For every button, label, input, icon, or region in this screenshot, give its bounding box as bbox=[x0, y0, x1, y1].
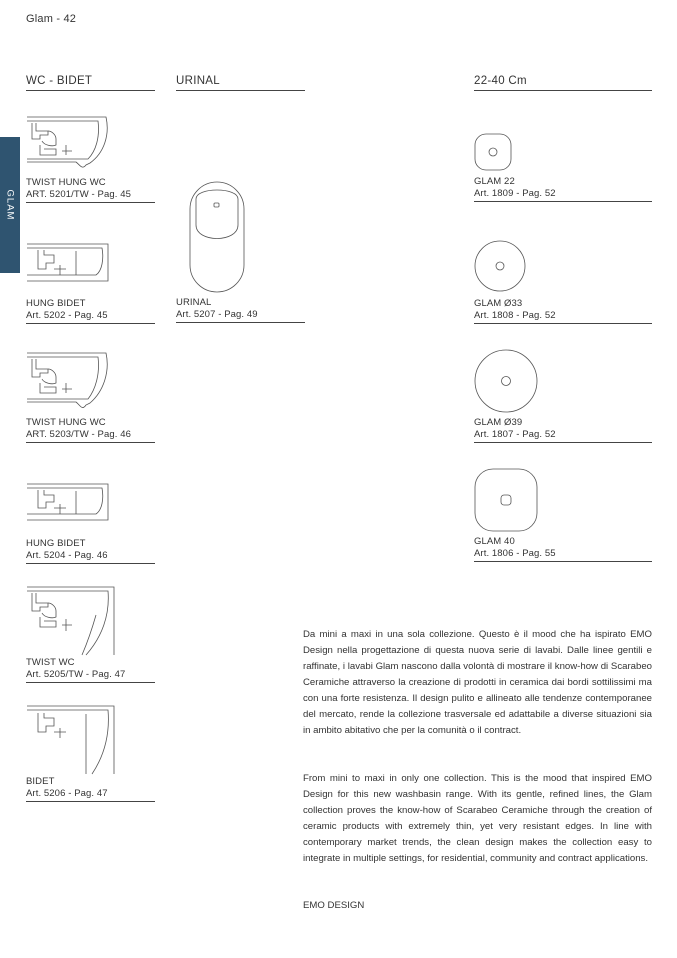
floor-wc-drawing-icon bbox=[26, 585, 155, 657]
product-item[interactable] bbox=[26, 241, 155, 324]
column-header-basins: 22-40 Cm bbox=[474, 75, 652, 91]
product-item[interactable] bbox=[474, 240, 652, 324]
floor-bidet-drawing-icon bbox=[26, 704, 155, 776]
product-name: GLAM 40 bbox=[474, 536, 515, 547]
round-basin-drawing-icon bbox=[474, 349, 603, 415]
twist-hung-wc-drawing-icon bbox=[26, 351, 155, 417]
product-name: HUNG BIDET bbox=[26, 538, 86, 549]
product-article: Art. 5202 - Pag. 45 bbox=[26, 310, 155, 324]
product-name: TWIST HUNG WC bbox=[26, 417, 106, 428]
urinal-drawing-icon bbox=[176, 181, 318, 295]
column-header-wc-bidet: WC - BIDET bbox=[26, 75, 155, 91]
product-item[interactable] bbox=[26, 115, 155, 203]
square-basin-drawing-icon bbox=[474, 133, 603, 173]
description-english: From mini to maxi in only one collection. This is the mood that inspired EMO Design for this new washbasin range. With its gentle, refined lines, the Glam collection proves the know-how of Scarabeo Ceramiche through the creation of ceramic products with extremely thin, yet very resistant edges. In line with contemporary market trends, the clean design makes the collection easy to integrate in multiple settings, for residential, community and contract applications. bbox=[303, 773, 652, 864]
product-item[interactable] bbox=[474, 349, 652, 443]
product-item[interactable] bbox=[26, 481, 155, 564]
page-header: Glam - 42 bbox=[26, 13, 77, 25]
product-item[interactable] bbox=[176, 181, 305, 323]
product-name: GLAM Ø33 bbox=[474, 298, 523, 309]
description-italian: Da mini a maxi in una sola collezione. Questo è il mood che ha ispirato EMO Design nella progettazione di questa nuova serie di lavabi. Dalle linee gentili e raffinate, i lavabi Glam nascono dalla volontà di mostrare il know-how di Scarabeo Ceramiche attraverso la creazione di prodotti in ceramica dai bordi sottilissimi ma con una forte resistenza. Il design pulito e allineato alle tendenze contemporanee del mercato, rende la collezione trasversale ed adattabile a diverse situazioni sia in ambito abitativo che per la comunità o il contract. bbox=[303, 629, 652, 736]
square-basin-drawing-icon bbox=[474, 468, 603, 534]
section-side-tab bbox=[0, 137, 20, 273]
product-name: GLAM 22 bbox=[474, 176, 515, 187]
round-basin-drawing-icon bbox=[474, 240, 603, 294]
product-article: ART. 5201/TW - Pag. 45 bbox=[26, 189, 155, 203]
product-article: Art. 5207 - Pag. 49 bbox=[176, 309, 305, 323]
product-item[interactable] bbox=[26, 351, 155, 443]
product-article: Art. 1806 - Pag. 55 bbox=[474, 548, 652, 562]
product-article: Art. 5204 - Pag. 46 bbox=[26, 550, 155, 564]
side-tab-label: GLAM bbox=[4, 189, 16, 221]
product-name: GLAM Ø39 bbox=[474, 417, 523, 428]
product-article: Art. 1808 - Pag. 52 bbox=[474, 310, 652, 324]
product-item[interactable] bbox=[26, 704, 155, 802]
product-article: Art. 1807 - Pag. 52 bbox=[474, 429, 652, 443]
product-name: URINAL bbox=[176, 297, 212, 308]
hung-bidet-drawing-icon bbox=[26, 241, 155, 286]
product-name: HUNG BIDET bbox=[26, 298, 86, 309]
product-article: ART. 5203/TW - Pag. 46 bbox=[26, 429, 155, 443]
column-header-urinal: URINAL bbox=[176, 75, 305, 91]
product-name: TWIST WC bbox=[26, 657, 75, 668]
product-name: TWIST HUNG WC bbox=[26, 177, 106, 188]
hung-bidet-drawing-icon bbox=[26, 481, 155, 525]
product-article: Art. 5205/TW - Pag. 47 bbox=[26, 669, 155, 683]
designer-signature: EMO DESIGN bbox=[303, 900, 365, 911]
product-article: Art. 1809 - Pag. 52 bbox=[474, 188, 652, 202]
product-article: Art. 5206 - Pag. 47 bbox=[26, 788, 155, 802]
twist-hung-wc-drawing-icon bbox=[26, 115, 155, 177]
product-name: BIDET bbox=[26, 776, 55, 787]
product-item[interactable] bbox=[474, 468, 652, 562]
product-item[interactable] bbox=[26, 585, 155, 683]
product-item[interactable] bbox=[474, 133, 652, 202]
